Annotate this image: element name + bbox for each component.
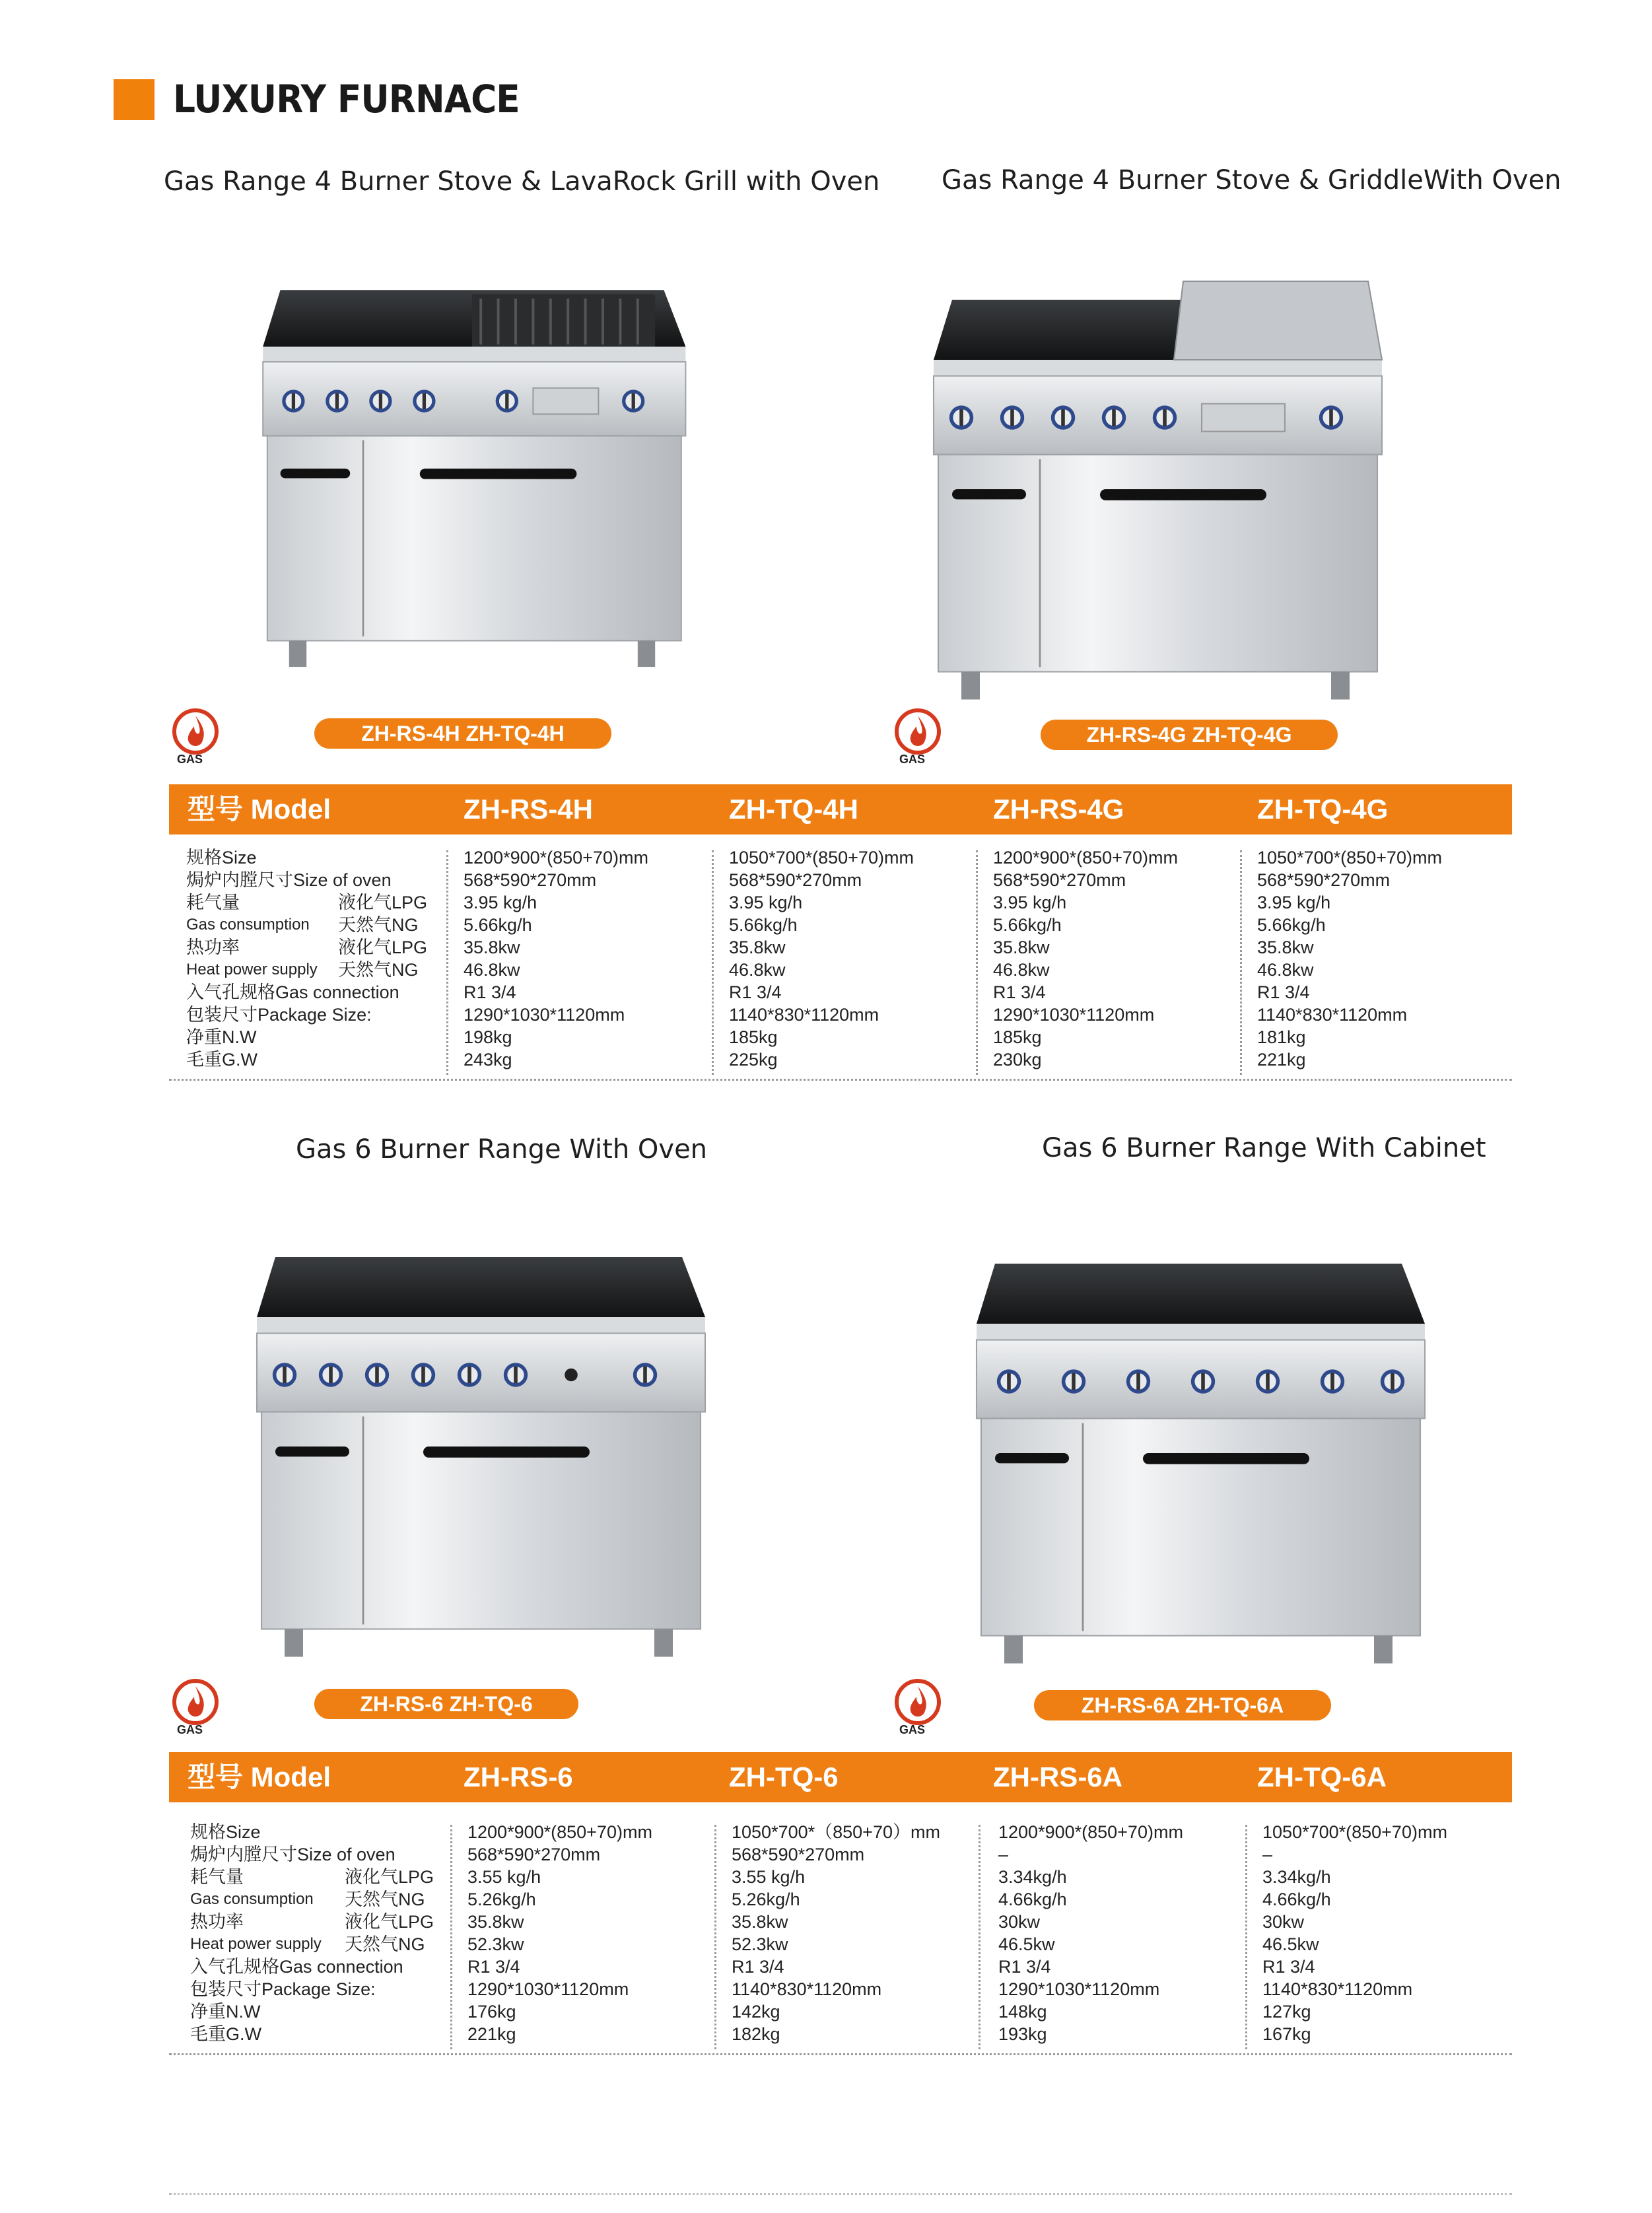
model-header-col: ZH-TQ-4H	[729, 794, 858, 825]
spec-sub-lpg: 液化气LPG	[338, 893, 428, 912]
spec-column-zh-rs-6a: 1200*900*(850+70)mm – 3.34kg/h 4.66kg/h 30kw 46.5kw R1 3/4 1290*1030*1120mm 148kg 193kg	[998, 1822, 1183, 2044]
models-pill-6a: ZH-RS-6A ZH-TQ-6A	[1034, 1690, 1331, 1720]
model-header-col: ZH-TQ-6	[729, 1761, 839, 1792]
product-image-range-4h	[198, 238, 746, 673]
gas-label: GAS	[177, 1723, 203, 1736]
spec-sub-lpg: 液化气LPG	[345, 1867, 434, 1887]
gas-label: GAS	[899, 753, 926, 766]
models-pill-4h: ZH-RS-4H ZH-TQ-4H	[314, 718, 611, 749]
bottom-divider	[169, 2193, 1512, 2195]
model-header-bar	[169, 784, 1512, 834]
spec-sub-ng: 天然气NG	[338, 915, 419, 935]
model-header-col: ZH-RS-6A	[993, 1761, 1122, 1792]
product-image-range-6	[205, 1202, 753, 1664]
product-title-6a: Gas 6 Burner Range With Cabinet	[1042, 1133, 1486, 1163]
spec-sub-ng: 天然气NG	[345, 1934, 425, 1954]
model-header-col: ZH-TQ-6A	[1257, 1761, 1387, 1792]
spec-column-zh-tq-4h: 1050*700*(850+70)mm 568*590*270mm 3.95 kg/h 5.66kg/h 35.8kw 46.8kw R1 3/4 1140*830*1120mm 185kg 225kg	[729, 848, 914, 1070]
spec-sub-lpg: 液化气LPG	[338, 937, 428, 957]
models-pill-6: ZH-RS-6 ZH-TQ-6	[314, 1689, 578, 1719]
spec-row-labels: 规格Size 焗炉内膛尺寸Size of oven 耗气量 Gas consumption 热功率 Heat power supply 入气孔规格Gas connection 包装尺寸Package Size: 净重N.W 毛重G.W	[190, 1822, 403, 2044]
spec-sub-ng: 天然气NG	[338, 960, 419, 980]
page-title: LUXURY FURNACE	[173, 77, 520, 121]
spec-column-zh-tq-6: 1050*700*（850+70）mm 568*590*270mm 3.55 kg/h 5.26kg/h 35.8kw 52.3kw R1 3/4 1140*830*1120mm 142kg 182kg	[732, 1822, 940, 2044]
model-header-label: 型号 Model	[188, 794, 331, 825]
spec-column-zh-rs-4h: 1200*900*(850+70)mm 568*590*270mm 3.95 kg/h 5.66kg/h 35.8kw 46.8kw R1 3/4 1290*1030*1120mm 198kg 243kg	[464, 848, 648, 1070]
model-header-col: ZH-TQ-4G	[1257, 794, 1389, 825]
model-header-col: ZH-RS-4G	[993, 794, 1124, 825]
gas-label: GAS	[177, 753, 203, 766]
spec-table-1	[169, 846, 1512, 1084]
title-accent-block	[114, 79, 155, 120]
product-title-4g: Gas Range 4 Burner Stove & GriddleWith Oven	[942, 165, 1562, 195]
gas-label: GAS	[899, 1723, 926, 1736]
model-header-label: 型号 Model	[188, 1761, 331, 1792]
model-header-col: ZH-RS-6	[464, 1761, 573, 1792]
spec-column-zh-tq-6a: 1050*700*(850+70)mm – 3.34kg/h 4.66kg/h 30kw 46.5kw R1 3/4 1140*830*1120mm 127kg 167kg	[1262, 1822, 1447, 2044]
spec-column-zh-tq-4g: 1050*700*(850+70)mm 568*590*270mm 3.95 kg/h 5.66kg/h 35.8kw 46.8kw R1 3/4 1140*830*1120mm 181kg 221kg	[1257, 848, 1442, 1070]
product-image-range-6a	[911, 1208, 1486, 1670]
spec-sub-ng: 天然气NG	[345, 1890, 425, 1909]
spec-row-labels: 规格Size 焗炉内膛尺寸Size of oven 耗气量 Gas consumption 热功率 Heat power supply 入气孔规格Gas connection 包装尺寸Package Size: 净重N.W 毛重G.W	[186, 848, 399, 1070]
spec-table-2	[169, 1821, 1512, 2059]
model-header-bar	[169, 1752, 1512, 1802]
product-image-range-4g	[858, 244, 1453, 706]
spec-column-zh-rs-6: 1200*900*(850+70)mm 568*590*270mm 3.55 kg/h 5.26kg/h 35.8kw 52.3kw R1 3/4 1290*1030*1120mm 176kg 221kg	[467, 1822, 652, 2044]
model-header-col: ZH-RS-4H	[464, 794, 593, 825]
spec-column-zh-rs-4g: 1200*900*(850+70)mm 568*590*270mm 3.95 kg/h 5.66kg/h 35.8kw 46.8kw R1 3/4 1290*1030*1120mm 185kg 230kg	[993, 848, 1178, 1070]
product-title-6: Gas 6 Burner Range With Oven	[296, 1134, 708, 1165]
models-pill-4g: ZH-RS-4G ZH-TQ-4G	[1041, 720, 1338, 750]
spec-sub-lpg: 液化气LPG	[345, 1912, 434, 1932]
product-title-4h: Gas Range 4 Burner Stove & LavaRock Grill with Oven	[164, 166, 880, 197]
